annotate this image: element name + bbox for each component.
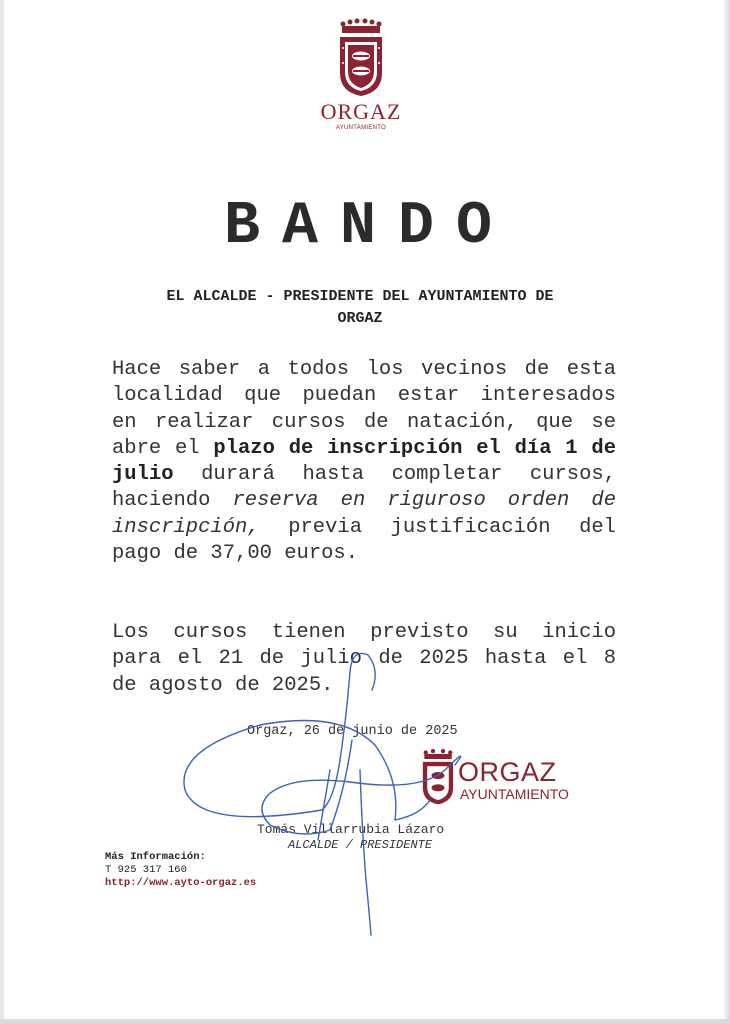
orgaz-logo [314, 18, 408, 132]
document-title: BANDO [223, 193, 515, 261]
document-heading [100, 286, 620, 330]
contact-website-link[interactable]: http://www.ayto-orgaz.es [105, 877, 257, 889]
logo-subtitle: AYUNTAMIENTO [335, 125, 387, 131]
contact-phone: T 925 317 160 [105, 864, 187, 876]
reservation-order-text: reserva en riguroso orden de inscripción, [112, 489, 616, 539]
page-bottom-edge [0, 1019, 730, 1024]
contact-info [105, 851, 256, 890]
signer-name: Tomás Villarrubia Lázaro [257, 822, 445, 837]
seal-name: ORGAZ [458, 757, 557, 787]
seal-subtitle: AYUNTAMIENTO [460, 786, 569, 802]
logo-name: ORGAZ [320, 99, 402, 124]
paragraph-text-b: durará hasta completar cursos, haciendo [112, 463, 616, 513]
announcement-paragraph [112, 357, 616, 567]
seal-shield-icon [420, 748, 456, 806]
paragraph-text-c: previa justificación del pago de 37,00 euros. [112, 515, 616, 566]
paragraph-text-a: Hace saber a todos los vecinos de esta localidad que puedan estar interesados en realizar cursos de natación, que se abre el [112, 358, 616, 460]
coat-of-arms-icon [336, 18, 386, 98]
contact-label: Más Información: [105, 851, 206, 863]
page-edge-shadow [724, 0, 730, 1024]
date-line: Orgaz, 26 de junio de 2025 [247, 724, 458, 739]
signer-role: ALCALDE / PRESIDENTE [288, 838, 433, 852]
heading-line-1: EL ALCALDE - PRESIDENTE DEL AYUNTAMIENTO DE [166, 288, 554, 305]
course-dates-paragraph: Los cursos tienen previsto su inicio para el 21 de julio de 2025 hasta el 8 de agosto de 2025. [112, 621, 616, 697]
orgaz-seal [420, 748, 590, 808]
heading-line-2: ORGAZ [337, 310, 383, 327]
registration-deadline-text: plazo de inscripción el día 1 de julio [112, 436, 616, 487]
